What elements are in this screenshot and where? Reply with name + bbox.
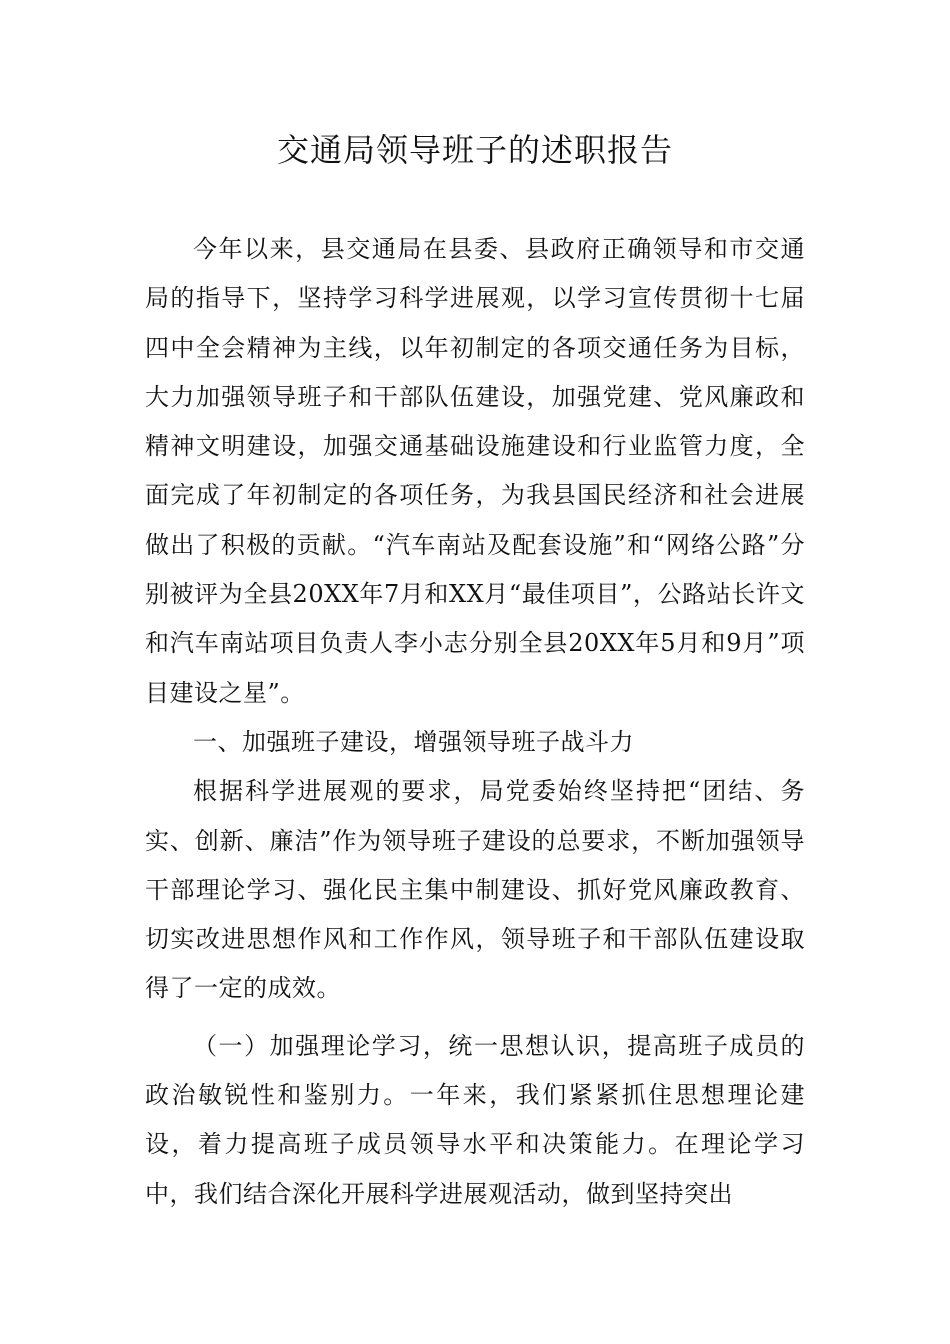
document-title: 交通局领导班子的述职报告 bbox=[276, 131, 673, 169]
intro-paragraph: 今年以来，县交通局在县委、县政府正确领导和市交通局的指导下，坚持学习科学进展观，以学习宣传贯彻十七届四中全会精神为主线，以年初制定的各项交通任务为目标，大力加强领导班子和干部队伍建设，加强党建、党风廉政和精神文明建设，加强交通基础设施建设和行业监管力度，全面完成了年初制定的各项任务，为我县国民经济和社会进展做出了积极的贡献。“汽车南站及配套设施”和“网络公路”分别被评为全县20XX年7月和XX月“最佳项目”，公路站长许文和汽车南站项目负责人李小志分别全县20XX年5月和9月”项目建设之星”。 bbox=[145, 235, 805, 707]
section-heading-1: 一、加强班子建设，增强领导班子战斗力 bbox=[193, 727, 634, 756]
section-1-paragraph: 根据科学进展观的要求，局党委始终坚持把“团结、务实、创新、廉洁”作为领导班子建设的总要求，不断加强领导干部理论学习、强化民主集中制建设、抓好党风廉政教育、切实改进思想作风和工作作风，领导班子和干部队伍建设取得了一定的成效。 bbox=[145, 777, 805, 1003]
subsection-1-paragraph: （一）加强理论学习，统一思想认识，提高班子成员的政治敏锐性和鉴别力。一年来，我们紧紧抓住思想理论建设，着力提高班子成员领导水平和决策能力。在理论学习中，我们结合深化开展科学进展观活动，做到坚持突出 bbox=[145, 1031, 805, 1208]
document-body bbox=[145, 225, 805, 1219]
